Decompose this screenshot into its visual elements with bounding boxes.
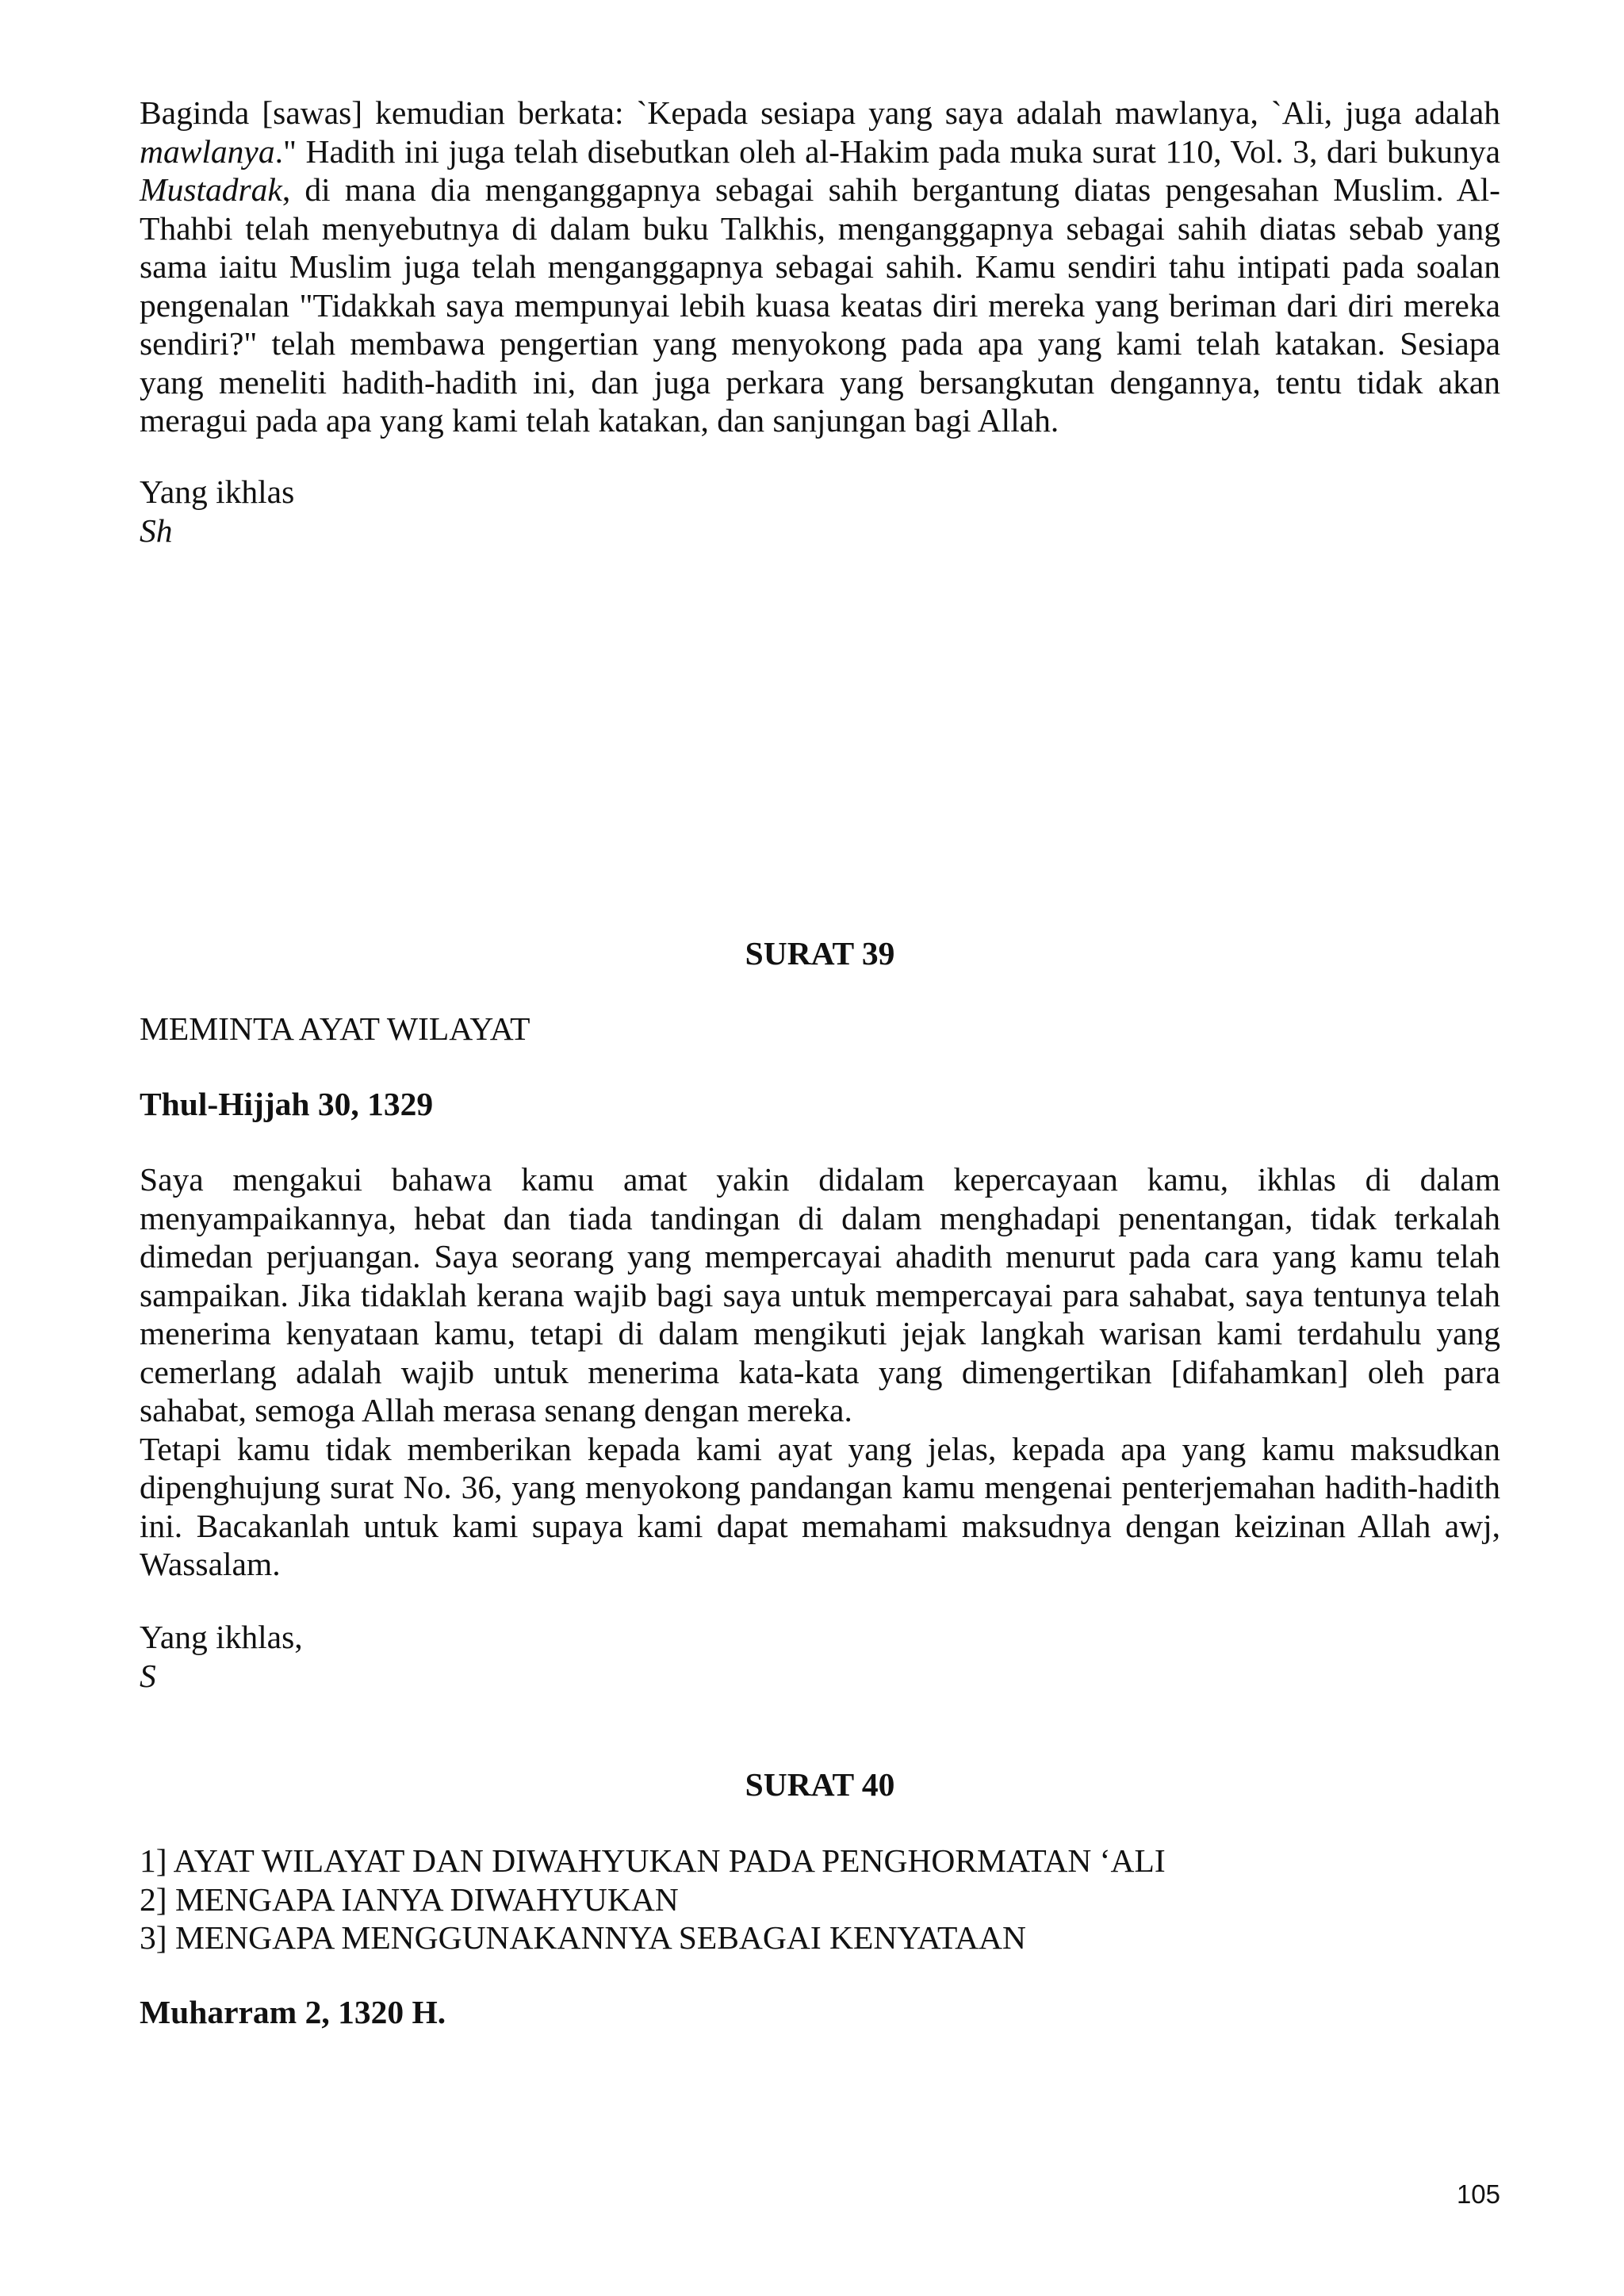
surat-39-title: MEMINTA AYAT WILAYAT <box>140 1010 530 1047</box>
body-line: sama iaitu Muslim juga telah menganggapnya sebagai sahih. Kamu sendiri tahu intipati pada soalan <box>140 248 1500 285</box>
body-line: Wassalam. <box>140 1546 281 1582</box>
signature: S <box>140 1657 156 1694</box>
body-line: Saya mengakui bahawa kamu amat yakin didalam kepercayaan kamu, ikhlas di dalam <box>140 1161 1500 1198</box>
body-line: dimedan perjuangan. Saya seorang yang mempercayai ahadith menurut pada cara yang kamu telah <box>140 1238 1500 1274</box>
surat-40-heading: SURAT 40 <box>745 1766 895 1803</box>
body-line: menyampaikannya, hebat dan tiada tandingan di dalam menghadapi penentangan, tidak terkalah <box>140 1199 1500 1236</box>
body-line: meragui pada apa yang kami telah katakan, dan sanjungan bagi Allah. <box>140 402 1059 439</box>
topic-item: 1] AYAT WILAYAT DAN DIWAHYUKAN PADA PENGHORMATAN ‘ALI <box>140 1842 1166 1879</box>
surat-39-closing <box>140 1618 1500 1695</box>
body-line: Baginda [sawas] kemudian berkata: `Kepada sesiapa yang saya adalah mawlanya, `Ali, juga adalah <box>140 94 1500 131</box>
body-text: , di mana dia menganggapnya sebagai sahih bergantung diatas pengesahan Muslim. Al- <box>282 171 1500 208</box>
italic-term: mawlanya <box>140 132 275 170</box>
body-line: sampaikan. Jika tidaklah kerana wajib bagi saya untuk mempercayai para sahabat, saya tentunya telah <box>140 1276 1500 1313</box>
surat-40-topics <box>140 1842 1500 1957</box>
surat-39-date: Thul-Hijjah 30, 1329 <box>140 1086 434 1122</box>
opening-paragraph <box>140 94 1500 440</box>
body-line: pengenalan "Tidakkah saya mempunyai lebih kuasa keatas diri mereka yang beriman dari diri mereka <box>140 286 1500 324</box>
body-line: Tetapi kamu tidak memberikan kepada kami ayat yang jelas, kepada apa yang kamu maksudkan <box>140 1430 1500 1467</box>
body-line: dipenghujung surat No. 36, yang menyokong pandangan kamu mengenai penterjemahan hadith-hadith <box>140 1469 1500 1505</box>
body-text: ." Hadith ini juga telah disebutkan oleh al-Hakim pada muka surat 110, Vol. 3, dari bukunya <box>274 132 1500 170</box>
body-line: menerima kenyataan kamu, tetapi di dalam mengikuti jejak langkah warisan kami terdahulu yang <box>140 1315 1500 1351</box>
surat-39-paragraph-1 <box>140 1160 1500 1584</box>
opening-closing <box>140 473 1500 550</box>
body-line: sahabat, semoga Allah merasa senang dengan mereka. <box>140 1392 852 1428</box>
body-line <box>140 171 1500 209</box>
body-line <box>140 132 1500 171</box>
italic-term: Mustadrak <box>140 171 282 208</box>
signature: Sh <box>140 512 173 549</box>
body-line: sendiri?" telah membawa pengertian yang menyokong pada apa yang kami telah katakan. Sesiapa <box>140 325 1500 362</box>
body-line: ini. Bacakanlah untuk kami supaya kami dapat memahami maksudnya dengan keizinan Allah awj, <box>140 1507 1500 1544</box>
body-line: cemerlang adalah wajib untuk menerima kata-kata yang dimengertikan [difahamkan] oleh para <box>140 1353 1500 1390</box>
closing-text: Yang ikhlas, <box>140 1619 303 1655</box>
page-number: 105 <box>1456 2179 1500 2209</box>
topic-item: 2] MENGAPA IANYA DIWAHYUKAN <box>140 1880 679 1918</box>
closing-text: Yang ikhlas <box>140 473 295 510</box>
body-line: yang meneliti hadith-hadith ini, dan juga perkara yang bersangkutan dengannya, tentu tidak akan <box>140 363 1500 401</box>
body-line: Thahbi telah menyebutnya di dalam buku Talkhis, menganggapnya sebagai sahih diatas sebab yang <box>140 209 1500 247</box>
surat-39-heading: SURAT 39 <box>745 935 895 972</box>
surat-40-date: Muharram 2, 1320 H. <box>140 1994 446 2030</box>
topic-item: 3] MENGAPA MENGGUNAKANNYA SEBAGAI KENYATAAN <box>140 1919 1026 1956</box>
